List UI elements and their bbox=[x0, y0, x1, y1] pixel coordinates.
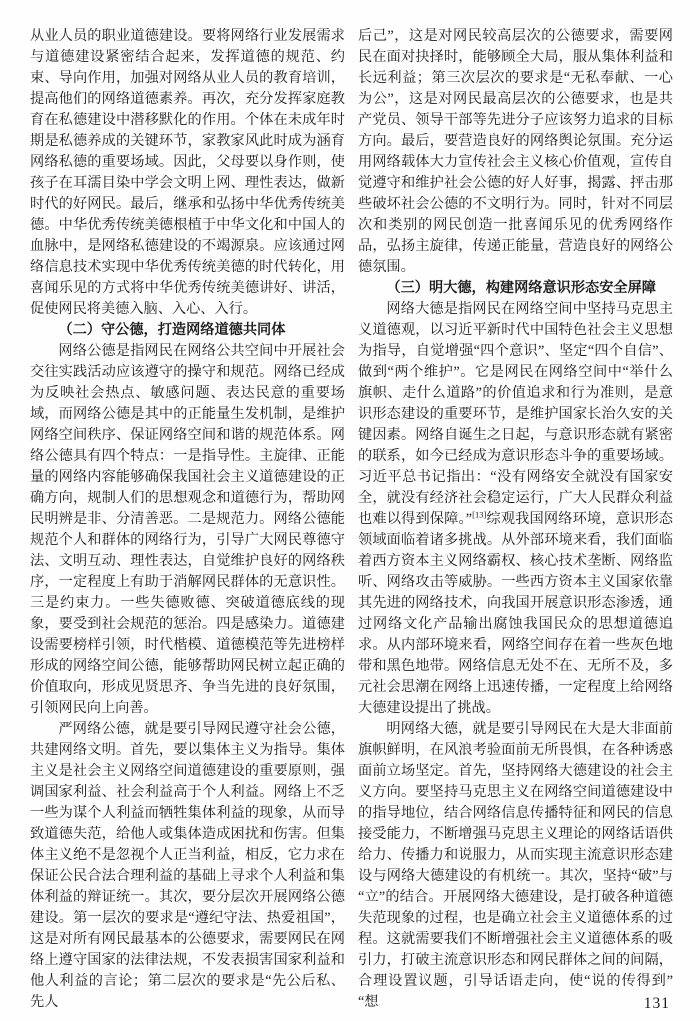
paragraph-private-virtue-continuation: 从业人员的职业道德建设。要将网络行业发展需求与道德建设紧密结合起来，发挥道德的规范、约束、导向作用，加强对网络从业人员的教育培训，提高他们的网络道德素养。再次，充分发挥家庭教育在私德建设中潜移默化的作用。个体在未成年时期是私德养成的关键环节，家教家风此时成为涵育网络私德的重要场域。因此，父母要以身作则，使孩子在耳濡目染中学会文明上网、理性表达，做新时代的好网民。最后，继承和弘扬中华优秀传统美德。中华优秀传统美德根植于中华文化和中国人的血脉中，是网络私德建设的不竭源泉。应该通过网络信息技术实现中华优秀传统美德的时代转化，用喜闻乐见的方式将中华优秀传统美德讲好、讲活，促使网民将美德入脑、入心、入行。 bbox=[30, 28, 345, 317]
page-number: 131 bbox=[643, 995, 670, 1012]
paragraph-great-virtue-practice: 明网络大德，就是要引导网民在大是大非面前旗帜鲜明，在风浪考验面前无所畏惧，在各种诱惑面前立场坚定。首先，坚持网络大德建设的社会主义方向。要坚持马克思主义在网络空间道德建设中的指导地位，结合网络信息传播特征和网民的信息接受能力，不断增强马克思主义理论的网络话语供给力、传播力和说服力，从而实现主流意识形态建设与网络大德建设的有机统一。其次，坚持“破”与“立”的结合。开展网络大德建设，是打破各种道德失范现象的过程，也是确立社会主义道德体系的过程。这就需要我们不断增强社会主义道德体系的吸引力，打破主流意识形态和网民群体之间的间隔，合理设置议题，引导话语走向，使“说的传得到”“想 bbox=[358, 721, 673, 1010]
section-heading-great-virtue: （三）明大德，构建网络意识形态安全屏障 bbox=[386, 280, 656, 296]
section-heading-public-virtue: （二）守公德，打造网络道德共同体 bbox=[58, 322, 286, 338]
paragraph-great-virtue-text-after-citation: 综观我国网络环境，意识形态领域面临着诸多挑战。从外部环境来看，我们面临着西方资本主义网络霸权、核心技术垄断、网络监听、网络攻击等威胁。一些西方资本主义国家依靠其先进的网络技术，向我国开展意识形态渗透，通过网络文化产品输出腐蚀我国民众的思想道德追求。从内部环境来看，网络空间存在着一些灰色地带和黑色地带。网络信息无处不在、无所不及，多元社会思潮在网络上迅速传播，一定程度上给网络大德建设提出了挑战。 bbox=[358, 511, 673, 716]
two-column-text-area bbox=[30, 26, 673, 1013]
text-column-right bbox=[358, 26, 673, 1013]
paragraph-public-virtue-definition: 网络公德是指网民在网络公共空间中开展社会交往实践活动应该遵守的操守和规范。网络已经成为反映社会热点、敏感问题、表达民意的重要场域，而网络公德是其中的正能量生发机制，是维护网络空间秩序、保证网络空间和谐的规范体系。网络公德具有四个特点：一是指导性。主旋律、正能量的网络内容能够确保我国社会主义道德建设的正确方向，规制人们的思想观念和道德行为，帮助网民明辨是非、分清善恶。二是规范力。网络公德能规范个人和群体的网络行为，引导广大网民尊德守法、文明互动、理性表达，自觉维护良好的网络秩序，一定程度上有助于消解网民群体的无意识性。三是约束力。一些失德败德、突破道德底线的现象，要受到社会规范的惩治。四是感染力。道德建设需要榜样引领，时代楷模、道德模范等先进榜样形成的网络空间公德，能够帮助网民树立起正确的价值取向，形成见贤思齐、争当先进的良好氛围，引领网民向上向善。 bbox=[30, 343, 345, 716]
paragraph-public-virtue-practice-continuation: 后己”，这是对网民较高层次的公德要求，需要网民在面对抉择时，能够顾全大局，服从集体利益和长远利益；第三次层次的要求是“无私奉献、一心为公”，这是对网民最高层次的公德要求，也是共产党员、领导干部等先进分子应该努力追求的目标方向。最后，要营造良好的网络舆论氛围。充分运用网络载体大力宣传社会主义核心价值观，宣传自觉遵守和维护社会公德的好人好事，揭露、抨击那些破坏社会公德的不文明行为。同时，针对不同层次和类别的网民创造一批喜闻乐见的优秀网络作品，弘扬主旋律，传递正能量，营造良好的网络公德氛围。 bbox=[358, 28, 673, 275]
text-column-left bbox=[30, 26, 345, 1013]
citation-marker: [13] bbox=[472, 509, 487, 520]
paragraph-public-virtue-practice: 严网络公德，就是要引导网民遵守社会公德，共建网络文明。首先，要以集体主义为指导。集体主义是社会主义网络空间道德建设的重要原则，强调国家利益、社会利益高于个人利益。网络上不乏一些为谋个人利益而牺牲集体利益的现象，从而导致道德失范，给他人或集体造成困扰和伤害。但集体主义绝不是忽视个人正当利益，相反，它力求在保证公民合法合理利益的基础上寻求个人利益和集体利益的辩证统一。其次，要分层次开展网络公德建设。第一层次的要求是“遵纪守法、热爱祖国”，这是对所有网民最基本的公德要求，需要网民在网络上遵守国家的法律法规，不发表损害国家利益和他人利益的言论；第二层次的要求是“先公后私、先人 bbox=[30, 721, 345, 1010]
paragraph-great-virtue-definition bbox=[358, 299, 673, 719]
paragraph-great-virtue-text-before-citation: 网络大德是指网民在网络空间中坚持马克思主义道德观，以习近平新时代中国特色社会主义思想为指导，自觉增强“四个意识”、坚定“四个自信”、做到“两个维护”。它是网民在网络空间中“举什么旗帜、走什么道路”的价值追求和行为准则，是意识形态建设的重要环节，是维护国家长治久安的关键因素。网络自诞生之日起，与意识形态就有紧密的联系，如今已经成为意识形态斗争的重要场域。习近平总书记指出：“没有网络安全就没有国家安全，就没有经济社会稳定运行，广大人民群众利益也难以得到保障。” bbox=[358, 301, 673, 527]
